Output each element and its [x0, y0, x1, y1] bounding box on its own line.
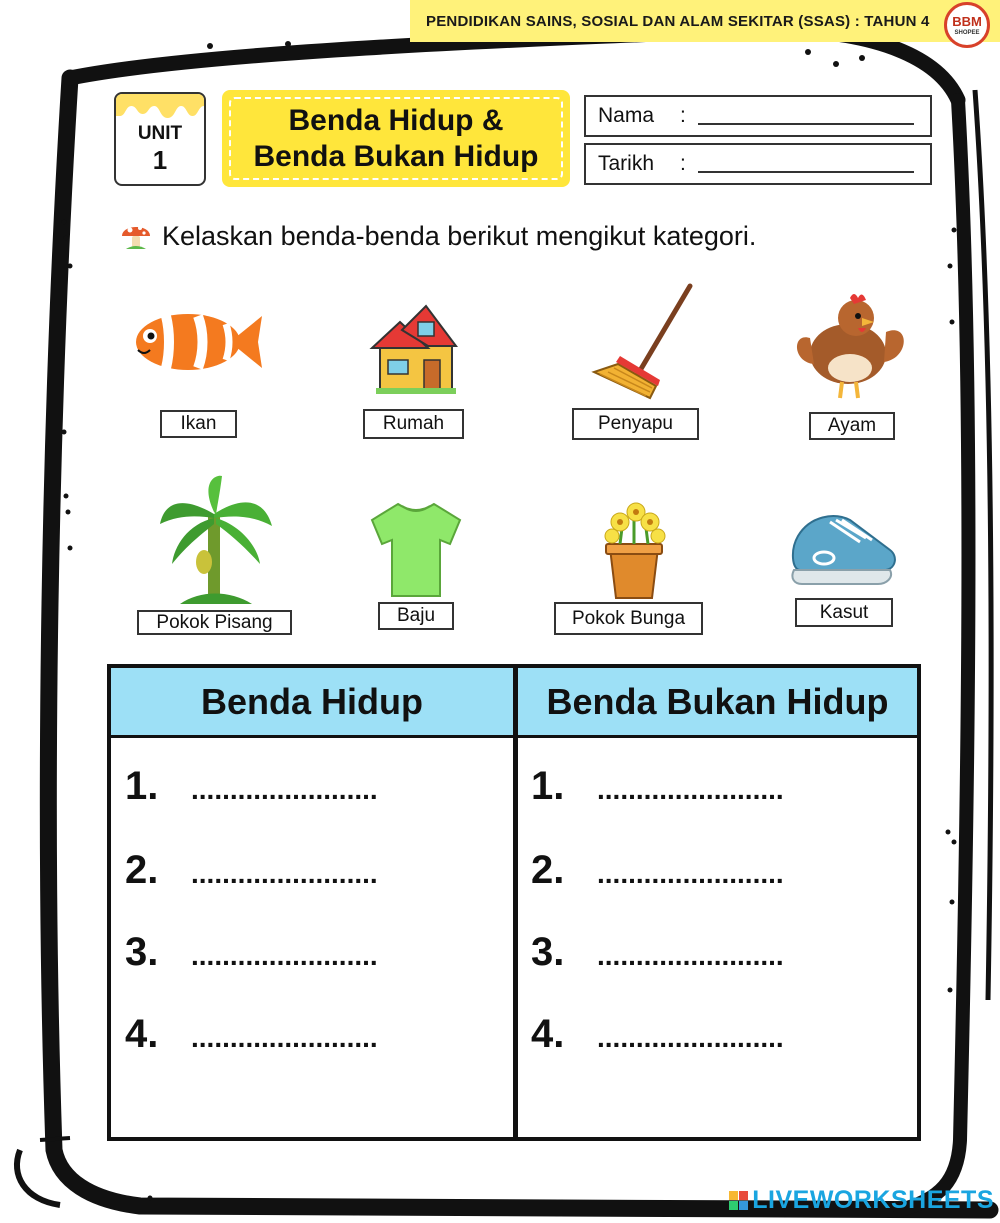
unit-number: 1: [152, 145, 168, 175]
liveworksheets-icon: [729, 1191, 748, 1210]
bbm-logo-text: BBM: [952, 13, 982, 29]
label-rumah: Rumah: [363, 409, 464, 439]
liveworksheets-text: LIVEWORKSHEETS: [752, 1186, 994, 1214]
answer-line[interactable]: ........................: [191, 1022, 378, 1053]
answer-line[interactable]: ........................: [597, 1022, 784, 1053]
entry-number: 2.: [125, 848, 159, 892]
item-penyapu[interactable]: [590, 282, 698, 411]
label-ayam: Ayam: [809, 412, 895, 440]
label-baju: Baju: [378, 602, 454, 630]
date-input-line[interactable]: [698, 155, 914, 173]
unit-label: UNIT: [137, 123, 183, 144]
shoe-icon: [790, 506, 900, 590]
classification-table: [107, 664, 921, 1141]
instruction-text: Kelaskan benda-benda berikut mengikut kategori.: [162, 220, 757, 251]
item-kasut[interactable]: [790, 506, 900, 595]
fish-icon: [126, 302, 266, 378]
name-colon: :: [680, 104, 686, 127]
instruction: [118, 218, 756, 254]
name-input-line[interactable]: [698, 107, 914, 125]
title-line-2: Benda Bukan Hidup: [253, 139, 539, 173]
living-answer-3[interactable]: [125, 930, 378, 975]
nonliving-answer-1[interactable]: [531, 764, 784, 809]
item-ayam[interactable]: [792, 288, 910, 409]
paint-drip-icon: [116, 94, 204, 120]
entry-number: 4.: [125, 1012, 159, 1056]
item-baju[interactable]: [370, 500, 462, 605]
date-field[interactable]: [584, 143, 932, 185]
date-label: Tarikh: [598, 152, 655, 175]
entry-number: 2.: [531, 848, 565, 892]
entry-number: 4.: [531, 1012, 565, 1056]
nonliving-answer-4[interactable]: [531, 1012, 784, 1057]
entry-number: 3.: [125, 930, 159, 974]
label-pokok-pisang: Pokok Pisang: [137, 610, 292, 635]
label-ikan: Ikan: [160, 410, 237, 438]
header-banner: [410, 0, 1000, 42]
banana-tree-icon: [160, 474, 272, 608]
label-penyapu: Penyapu: [572, 408, 699, 440]
chicken-icon: [792, 288, 910, 404]
header-benda-hidup: Benda Hidup: [111, 668, 513, 738]
bbm-logo-sub: SHOPEE: [954, 29, 980, 36]
living-answer-4[interactable]: [125, 1012, 378, 1057]
item-pokok-bunga[interactable]: [596, 498, 672, 607]
label-pokok-bunga: Pokok Bunga: [554, 602, 703, 635]
answer-line[interactable]: ........................: [191, 940, 378, 971]
mushroom-icon: [118, 218, 154, 254]
answer-line[interactable]: ........................: [191, 774, 378, 805]
name-field[interactable]: [584, 95, 932, 137]
entry-number: 1.: [125, 764, 159, 808]
broom-icon: [590, 282, 698, 406]
nonliving-answer-3[interactable]: [531, 930, 784, 975]
bbm-logo: [944, 2, 990, 48]
unit-box: [114, 92, 206, 186]
entry-number: 3.: [531, 930, 565, 974]
answer-line[interactable]: ........................: [597, 940, 784, 971]
flower-pot-icon: [596, 498, 672, 602]
title-line-1: Benda Hidup &: [288, 103, 504, 137]
liveworksheets-logo[interactable]: [729, 1186, 994, 1215]
title-box: [222, 90, 570, 187]
shirt-icon: [370, 500, 462, 600]
answer-line[interactable]: ........................: [191, 858, 378, 889]
date-colon: :: [680, 152, 686, 175]
living-answer-2[interactable]: [125, 848, 378, 893]
house-icon: [368, 300, 460, 396]
living-answer-1[interactable]: [125, 764, 378, 809]
label-kasut: Kasut: [795, 598, 893, 627]
item-rumah[interactable]: [368, 300, 460, 401]
nonliving-answer-2[interactable]: [531, 848, 784, 893]
answer-line[interactable]: ........................: [597, 858, 784, 889]
item-pokok-pisang[interactable]: [160, 474, 272, 613]
column-divider: [513, 668, 518, 1137]
item-ikan[interactable]: [126, 302, 266, 383]
header-benda-bukan-hidup: Benda Bukan Hidup: [518, 668, 917, 738]
entry-number: 1.: [531, 764, 565, 808]
banner-text: PENDIDIKAN SAINS, SOSIAL DAN ALAM SEKITAR (SSAS) : TAHUN 4: [426, 12, 930, 30]
name-label: Nama: [598, 104, 655, 127]
answer-line[interactable]: ........................: [597, 774, 784, 805]
